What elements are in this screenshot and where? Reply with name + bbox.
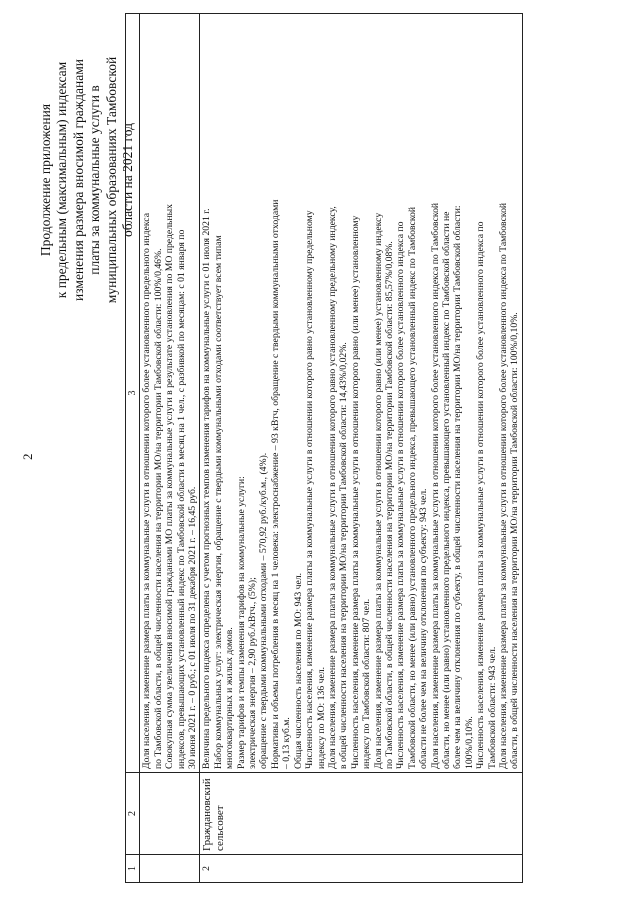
header-cell: 1 [126, 855, 140, 883]
table-row [140, 14, 200, 883]
text-line: области, но менее (или равно) установленного предельного индекса, превышающего установленный индекс по Тамбовской области не [440, 211, 452, 769]
text-line: Доля населения, изменение размера платы за коммунальные услуги в отношении которого более установленного индекса по Тамбовской [429, 202, 441, 769]
text-line: более чем на величину отклонения по субъекту, в общей численности населения на территории МО/на территории Тамбовской области: [452, 205, 464, 769]
text-line: по Тамбовской области, в общей численности населения на территории МО/на территории Тамбовской области: 85,57%/0,08%. [383, 241, 395, 769]
text-line: в общей численности населения на территории МО/на территории Тамбовской области: 14,43%/0,02%. [338, 342, 350, 769]
text-line: Совокупная сумма увеличения вносимой гражданами МО платы за коммунальные услуги в результате установления по МО предельных [164, 204, 176, 769]
text-line: Численность населения, изменение размера платы за коммунальные услуги в отношении которого равно (или менее) установленному [349, 215, 361, 769]
row-number-cell [140, 855, 200, 883]
text-line: Численность населения, изменение размера платы за коммунальные услуги в отношении которого более установленного индекса по [395, 221, 407, 769]
header-cell: 2 [126, 773, 140, 855]
heading-line: изменения размера вносимой гражданами [70, 59, 86, 301]
heading-line: к предельным (максимальным) индексам [54, 61, 70, 299]
text-line: индексу по Тамбовской области: 807 чел. [361, 598, 373, 769]
text-line: Численность населения, изменение размера платы за коммунальные услуги в отношении которого равно установленному предельному [304, 210, 316, 769]
text-line: 100%/0,10%. [463, 716, 475, 769]
table-row [200, 14, 522, 883]
text-line: обращение с твердыми коммунальными отходами – 570,92 руб./куб.м., (4%). [258, 452, 270, 769]
text-line: Тамбовской области, но менее (или равно) установленного предельного индекса, превышающего установленный индекс по Тамбовской [406, 206, 418, 769]
table-header-row [126, 14, 140, 883]
text-line: Общая численность населения по МО: 943 чел. [292, 572, 304, 769]
text-line: Численность населения, изменение размера платы за коммунальные услуги в отношении которого более установленного индекса по [475, 221, 487, 769]
text-line: области не более чем на величину отклонения по субъекту: 943 чел. [418, 488, 430, 769]
municipality-cell: Граждановский сельсовет [200, 773, 522, 855]
text-line: Размер тарифов и темпы изменения тарифов на коммунальные услуги: [235, 476, 247, 769]
indices-table [125, 13, 523, 883]
text-line: Доля населения, изменение размера платы за коммунальные услуги в отношении которого равно (или менее) установленному индексу [372, 212, 384, 769]
appendix-heading [38, 0, 136, 385]
text-line: Доля населения, изменение размера платы за коммунальные услуги в отношении которого равно установленному предельному индексу, [326, 206, 338, 769]
page-number: 2 [20, 453, 35, 460]
row-number-cell: 2 [200, 855, 522, 883]
text-line: – 0,13 куб.м. [281, 717, 293, 769]
heading-line: Продолжение приложения [38, 103, 53, 257]
text-line: Тамбовской области: 943 чел. [486, 646, 498, 769]
text-line: Доля населения, изменение размера платы за коммунальные услуги в отношении которого более установленного индекса по Тамбовской [498, 202, 509, 769]
text-line: индексу по МО: 136 чел. [315, 666, 327, 769]
text-line: многоквартирных и жилых домов. [224, 627, 236, 769]
text-line: Нормативы и объемы потребления в месяц на 1 человека: электроснабжение – 93 кВтч, обращение с твердыми коммунальными отходами [269, 199, 281, 769]
heading-line: области на 2021 год [120, 123, 136, 237]
text-line: индексов, превышающих установленный индекс по Тамбовской области в месяц на 1 чел., с разбивкой по месяцам: с 01 января по [175, 229, 187, 769]
text-line: Набор коммунальных услуг: электрическая энергия, обращение с твердыми коммунальными отходами соответствует всем типам [212, 235, 224, 769]
text-line: электрическая энергия – 2,90 руб./кВтч., (5%); [247, 577, 259, 769]
description-cell [200, 14, 522, 773]
text-line: Доля населения, изменение размера платы за коммунальные услуги в отношении которого более установленного предельного индекса [141, 212, 153, 769]
heading-line: платы за коммунальные услуги в [87, 85, 103, 275]
description-cell [140, 14, 200, 773]
text-line: по Тамбовской области, в общей численности населения на территории МО/на территории Тамбовской области: 100%/0,46%. [152, 248, 164, 769]
municipality-cell [140, 773, 200, 855]
text-line: Величина предельного индекса определена с учетом прогнозных темпов изменения тарифов на коммунальные услуги с 01 июля 2021 г. [201, 208, 213, 769]
text-line: 30 июня 2021 г. – 0 руб.; с 01 июля по 31 декабря 2021 г. – 16,45 руб. [187, 486, 199, 769]
text-line: области, в общей численности населения на территории МО/на территории Тамбовской области: 100%/0,10%. [509, 312, 521, 769]
heading-line: муниципальных образованиях Тамбовской [103, 56, 119, 304]
header-cell: 3 [126, 14, 140, 773]
